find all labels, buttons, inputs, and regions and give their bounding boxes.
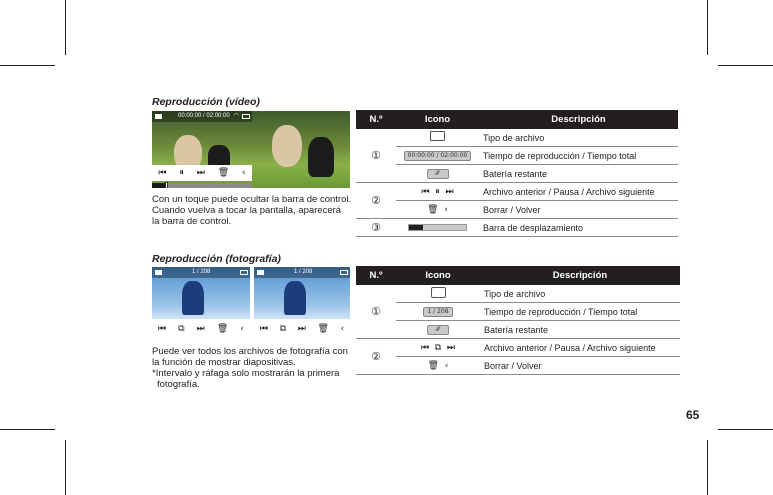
camera-icon [257, 270, 264, 275]
header-description: Descripción [480, 266, 680, 285]
previous-file-icon[interactable]: ⏮ [158, 323, 167, 334]
row-description: Borrar / Volver [479, 201, 678, 219]
delete-icon[interactable]: 🗑 [317, 323, 329, 334]
video-screen-clean [252, 111, 350, 188]
row-number: ③ [356, 219, 396, 237]
slideshow-icon[interactable]: ⧉ [178, 323, 185, 334]
header-icon: Icono [396, 266, 480, 285]
battery-icon: ⁄⁄⁄ [396, 165, 479, 183]
video-caption [152, 194, 352, 227]
crop-mark [65, 0, 66, 55]
battery-icon [240, 270, 248, 275]
table-row [356, 219, 678, 237]
back-icon[interactable]: ‹ [240, 323, 244, 334]
photo-caption-line: fotografía. [157, 379, 200, 390]
table-header-row [356, 266, 680, 285]
row-description: Archivo anterior / Pausa / Archivo siguiente [479, 183, 678, 201]
video-screen-with-controls [152, 111, 252, 188]
video-hud [152, 111, 252, 122]
row-number: ① [356, 285, 396, 339]
battery-icon: ⁄⁄⁄ [396, 321, 480, 339]
photo-hud-count: 1 / 208 [192, 269, 211, 275]
photo-hud [152, 267, 250, 278]
row-description: Tipo de archivo [479, 129, 678, 147]
table-header-row [356, 110, 678, 129]
previous-file-icon[interactable]: ⏮ [259, 323, 268, 334]
crop-mark [0, 429, 55, 430]
row-description: Barra de desplazamiento [479, 219, 678, 237]
video-camera-icon [396, 129, 479, 147]
next-file-icon[interactable]: ⏭ [196, 323, 205, 334]
next-file-icon[interactable]: ⏭ [297, 323, 306, 334]
photo-control-bar [152, 319, 250, 339]
wifi-icon: ◠ [233, 113, 239, 119]
seek-bar-icon [396, 219, 479, 237]
photo-caption-line: Puede ver todos los archivos de fotografía con [152, 346, 348, 357]
header-number: N.º [356, 110, 396, 129]
table-row [356, 183, 678, 201]
row-description: Tiempo de reproducción / Tiempo total [479, 147, 678, 165]
cyclist-figure [182, 281, 204, 315]
crop-mark [707, 440, 708, 495]
prev-slideshow-next-icons: ⏮ ⧉ ⏭ [396, 339, 480, 357]
photo-screen-left [152, 267, 250, 339]
pause-icon[interactable]: ⏸ [179, 167, 184, 178]
photo-control-bar [254, 319, 350, 339]
table-row [356, 285, 680, 303]
delete-back-icons: 🗑 ‹ [396, 357, 480, 375]
delete-icon[interactable]: 🗑 [217, 167, 230, 178]
photo-caption-line: la función de mostrar diapositivas. [152, 357, 296, 368]
photo-hud-count: 1 / 208 [294, 269, 313, 275]
photo-caption [152, 346, 357, 390]
video-section-title: Reproducción (vídeo) [152, 96, 260, 108]
video-control-bar [152, 165, 252, 181]
crop-mark [0, 65, 55, 66]
page-number: 65 [686, 408, 700, 422]
row-number: ② [356, 339, 396, 375]
video-camera-icon [155, 114, 162, 119]
table-row [356, 165, 678, 183]
video-caption-line: Cuando vuelva a tocar la pantalla, aparecerá [152, 205, 342, 216]
prev-pause-next-icons: ⏮ ⏸ ⏭ [396, 183, 479, 201]
row-description: Tipo de archivo [480, 285, 680, 303]
seek-knob[interactable] [165, 182, 168, 188]
table-row [356, 201, 678, 219]
row-description: Batería restante [479, 165, 678, 183]
crop-mark [718, 65, 773, 66]
delete-back-icons: 🗑 ‹ [396, 201, 479, 219]
battery-icon [242, 114, 250, 119]
video-caption-line: la barra de control. [152, 216, 232, 227]
crop-mark [65, 440, 66, 495]
header-number: N.º [356, 266, 396, 285]
time-pill: 00:00:00 / 02:00:00 [404, 151, 472, 161]
video-caption-line: Con un toque puede ocultar la barra de control. [152, 194, 352, 205]
video-hud-time: 00:00:00 / 02:00:00 [178, 113, 230, 119]
video-seek-bar[interactable] [152, 183, 252, 188]
baby-figure [272, 125, 302, 167]
previous-file-icon[interactable]: ⏮ [158, 167, 167, 178]
cyclist-figure [284, 281, 306, 315]
table-row [356, 147, 678, 165]
row-number: ② [356, 183, 396, 219]
battery-icon [340, 270, 348, 275]
camera-icon [396, 285, 480, 303]
table-row [356, 303, 680, 321]
photo-icon-table [356, 266, 680, 375]
count-display-icon [396, 303, 480, 321]
header-icon: Icono [396, 110, 479, 129]
crop-mark [707, 0, 708, 55]
photo-hud [254, 267, 350, 278]
photo-section-title: Reproducción (fotografía) [152, 253, 281, 265]
row-description: Tiempo de reproducción / Tiempo total [480, 303, 680, 321]
camera-icon [155, 270, 162, 275]
table-row [356, 339, 680, 357]
row-description: Borrar / Volver [480, 357, 680, 375]
delete-icon[interactable]: 🗑 [216, 323, 229, 334]
table-row [356, 357, 680, 375]
photo-caption-line: *Intervalo y ráfaga solo mostrarán la primera [152, 368, 340, 379]
back-icon[interactable]: ‹ [340, 323, 345, 334]
row-description: Batería restante [480, 321, 680, 339]
back-icon[interactable]: ‹ [241, 167, 246, 178]
count-pill: 1 / 208 [423, 307, 452, 317]
video-icon-table [356, 110, 678, 237]
slideshow-icon[interactable]: ⧉ [279, 323, 287, 334]
next-file-icon[interactable]: ⏭ [196, 167, 205, 178]
crop-mark [718, 429, 773, 430]
row-number: ① [356, 129, 396, 183]
time-display-icon [396, 147, 479, 165]
header-description: Descripción [479, 110, 678, 129]
row-description: Archivo anterior / Pausa / Archivo siguiente [480, 339, 680, 357]
photo-screen-right [254, 267, 350, 339]
dog-figure [308, 137, 334, 177]
table-row [356, 321, 680, 339]
table-row [356, 129, 678, 147]
